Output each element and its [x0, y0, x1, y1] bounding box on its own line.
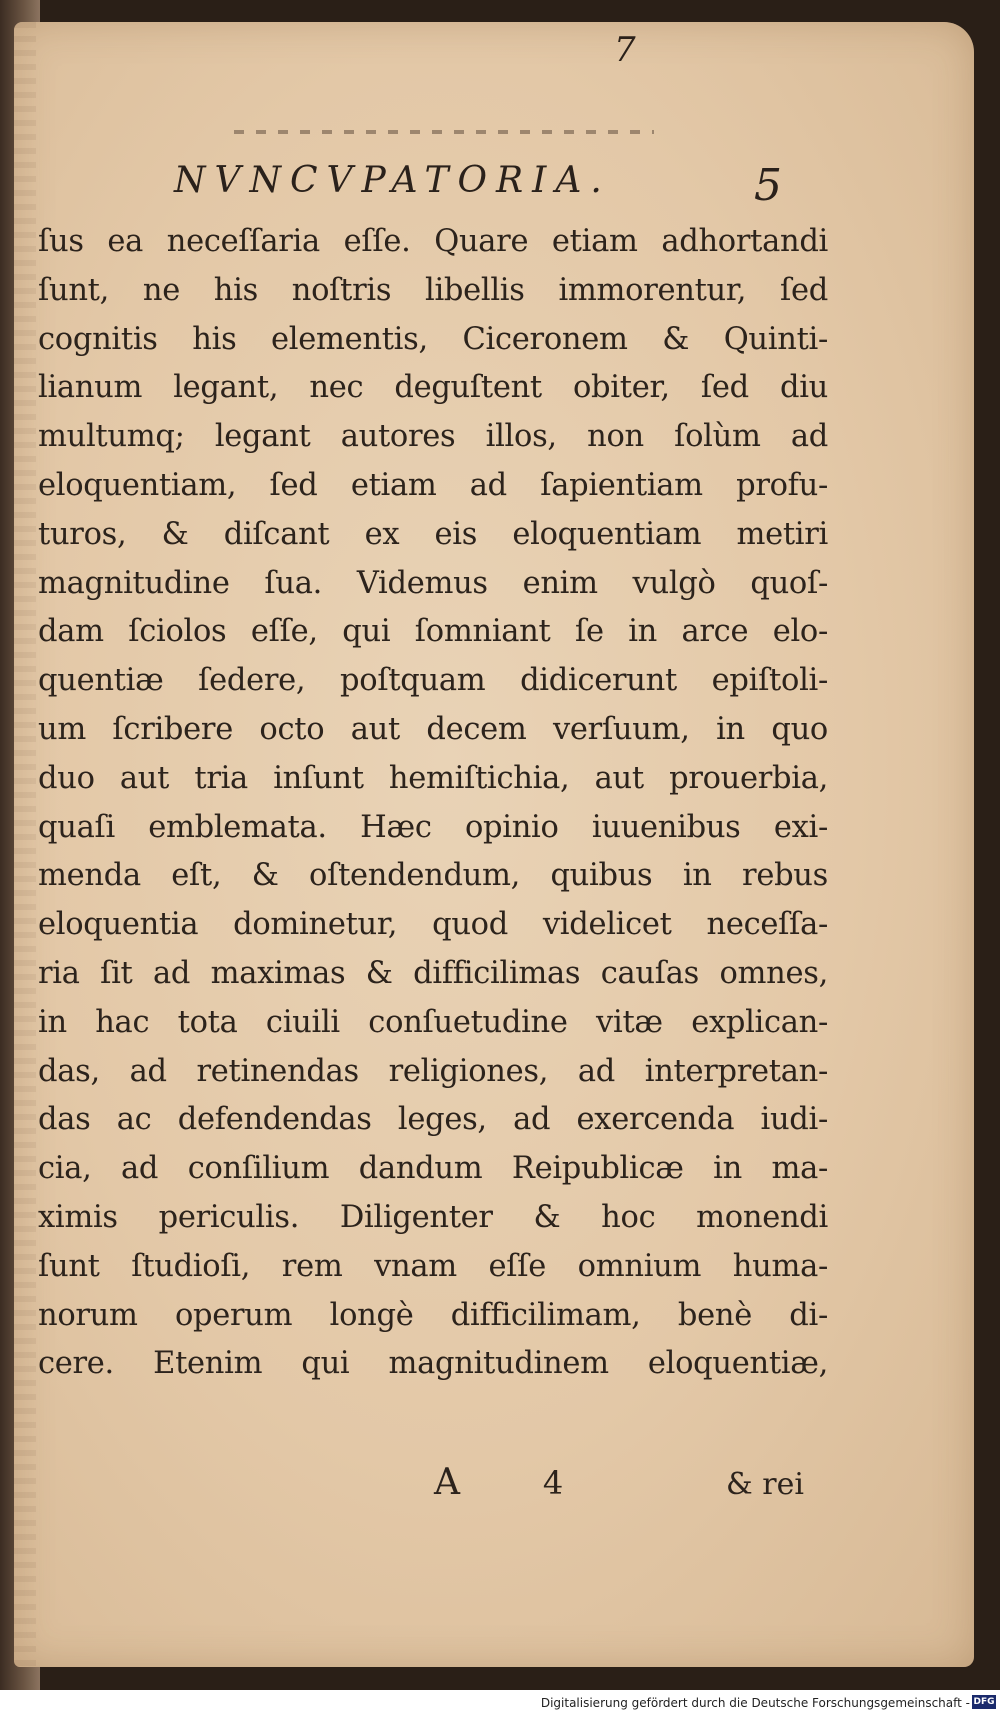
text-line: multumq; legant autores illos, non ſolùm ad	[38, 419, 828, 455]
text-line: lianum legant, nec deguſtent obiter, ſed diu	[38, 370, 828, 406]
body-text	[38, 218, 828, 1389]
text-line: das, ad retinendas religiones, ad interpretan-	[38, 1053, 828, 1089]
text-line: eloquentia dominetur, quod videlicet neceſſa-	[38, 907, 828, 943]
dfg-logo: DFG	[973, 1697, 995, 1707]
running-head: NVNCVPATORIA.	[174, 160, 611, 201]
text-line: ſunt ſtudioſi, rem vnam eſſe omnium huma-	[38, 1248, 828, 1284]
signature-line	[434, 1462, 804, 1503]
text-line: duo aut tria inſunt hemiſtichia, aut prouerbia,	[38, 760, 828, 796]
text-line: das ac defendendas leges, ad exercenda iudi-	[38, 1102, 828, 1138]
book-page	[14, 22, 974, 1667]
text-line: ſus ea neceſſaria eſſe. Quare etiam adhortandi	[38, 224, 828, 259]
text-line: ximis periculis. Diligenter & hoc monendi	[38, 1199, 828, 1235]
text-line: ſunt, ne his noſtris libellis immorentur, ſed	[38, 272, 828, 308]
page-number: 5	[754, 160, 782, 211]
text-line: eloquentiam, ſed etiam ad ſapientiam profu-	[38, 467, 828, 503]
decorative-dash-rule	[234, 130, 654, 134]
signature-mark: A	[434, 1462, 460, 1503]
text-line: cia, ad conſilium dandum Reipublicæ in ma-	[38, 1151, 828, 1187]
catchword: & rei	[726, 1467, 804, 1502]
text-line: in hac tota ciuili conſuetudine vitæ explican-	[38, 1004, 828, 1040]
text-line: um ſcribere octo aut decem verſuum, in quo	[38, 711, 828, 747]
text-line: cere. Etenim qui magnitudinem eloquentiæ,	[38, 1346, 828, 1382]
text-line: dam ſciolos eſſe, qui ſomniant ſe in arce elo-	[38, 614, 828, 650]
corner-mark: 7	[614, 30, 636, 70]
binding-texture	[14, 22, 36, 1667]
footer-credit: Digitalisierung gefördert durch die Deutsche Forschungsgemeinschaft -	[540, 1696, 970, 1710]
text-line: ria ſit ad maximas & difficilimas cauſas omnes,	[38, 955, 828, 991]
text-line: cognitis his elementis, Ciceronem & Quinti-	[38, 321, 828, 357]
text-line: quaſi emblemata. Hæc opinio iuuenibus exi-	[38, 809, 828, 845]
text-line: turos, & diſcant ex eis eloquentiam metiri	[38, 516, 828, 552]
text-line: menda eſt, & oſtendendum, quibus in rebus	[38, 858, 828, 894]
text-line: norum operum longè difficilimam, benè di-	[38, 1297, 828, 1333]
signature-number: 4	[542, 1464, 564, 1502]
text-line: magnitudine ſua. Videmus enim vulgò quoſ-	[38, 565, 828, 601]
text-line: quentiæ ſedere, poſtquam didicerunt epiſtoli-	[38, 663, 828, 699]
